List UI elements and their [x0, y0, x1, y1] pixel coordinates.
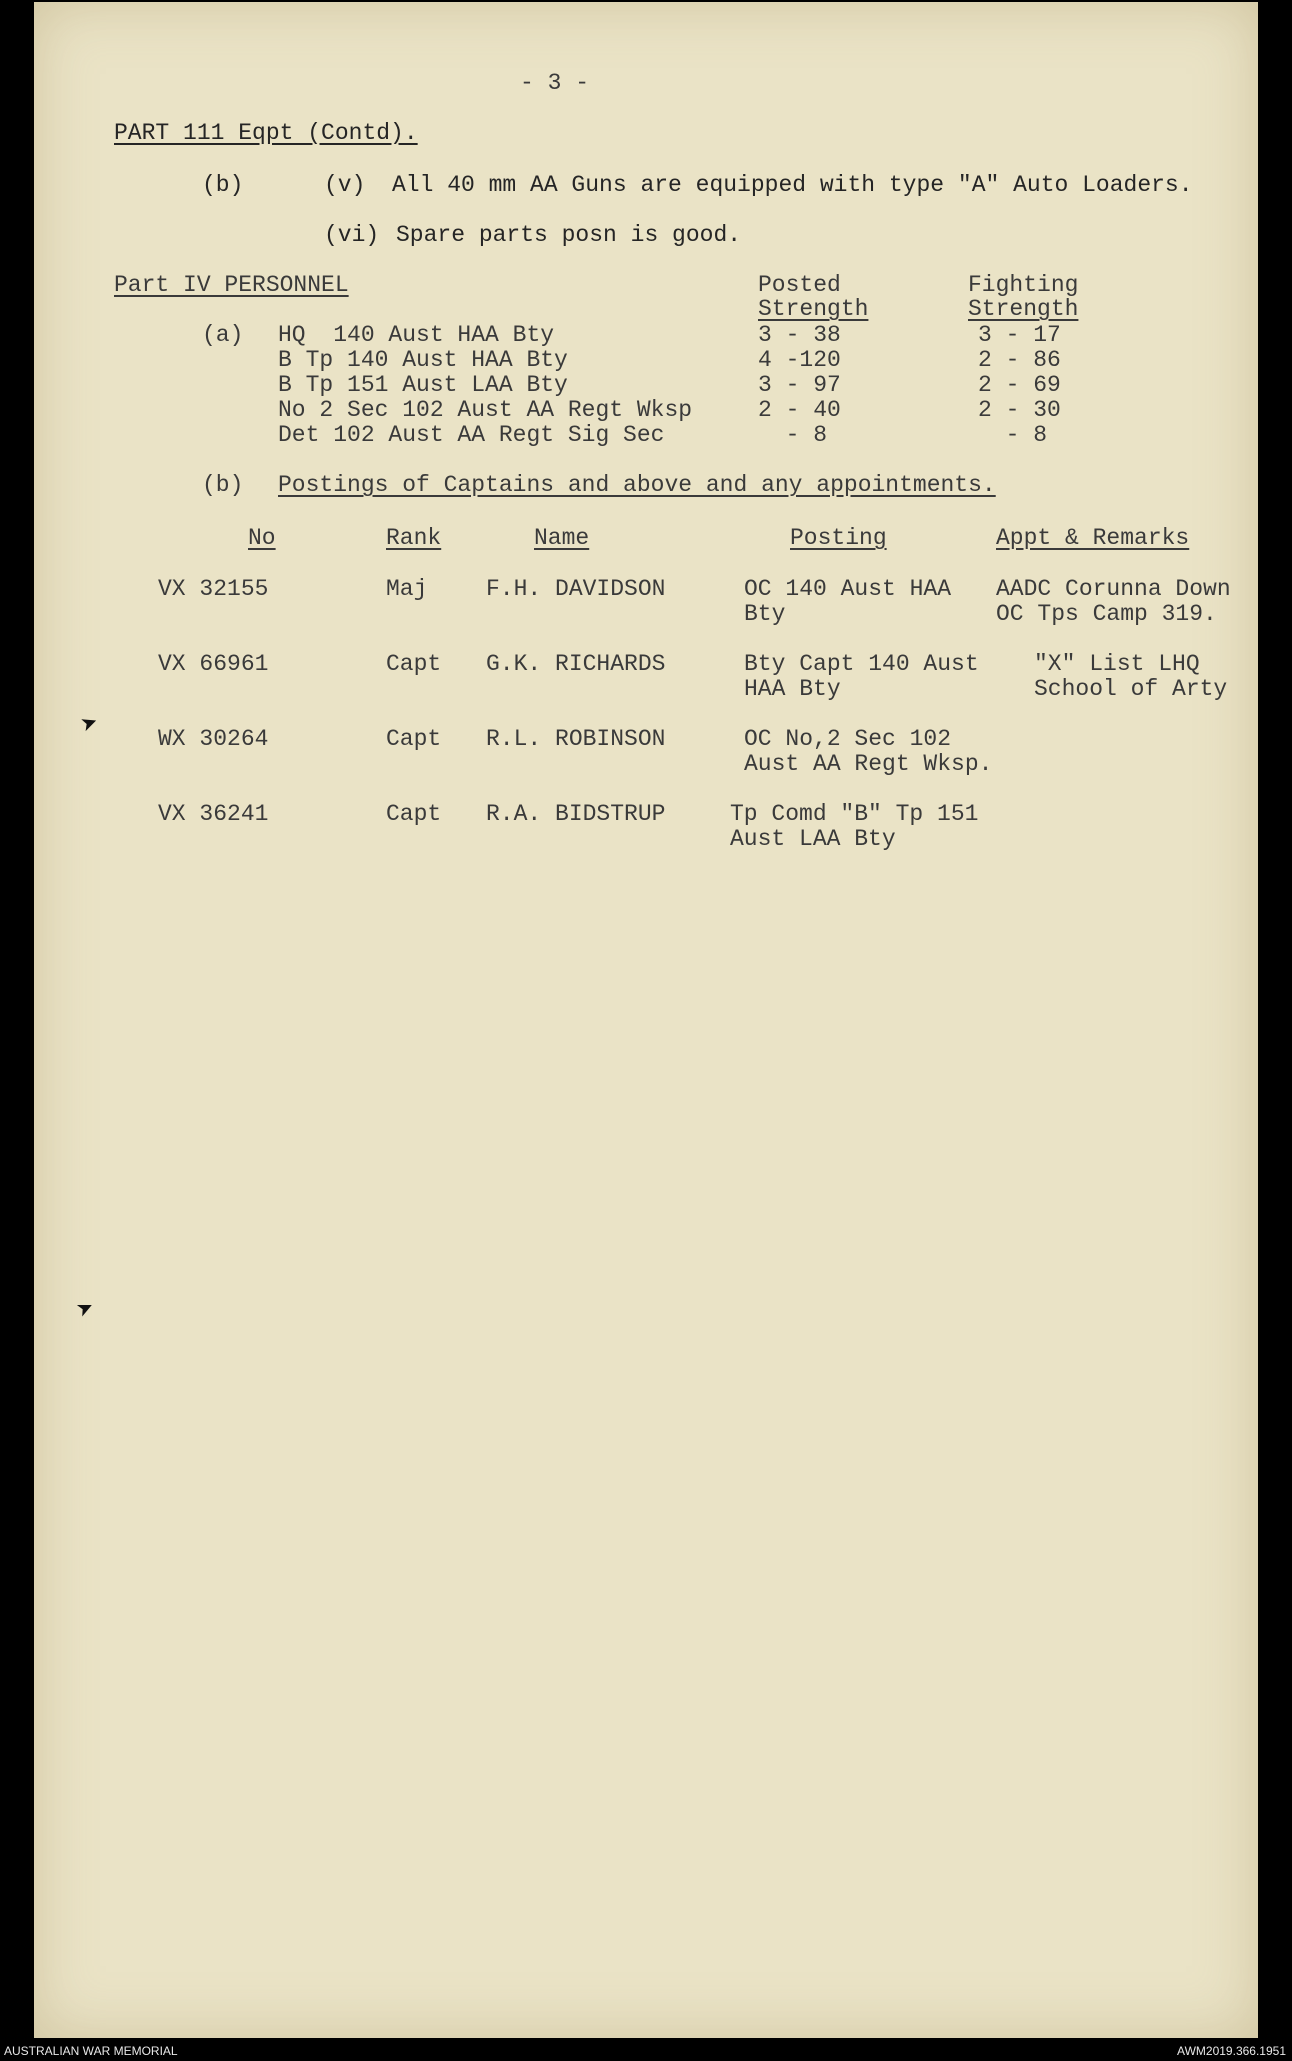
col-fighting-2: Strength	[968, 296, 1079, 322]
posting-no: VX 66961	[158, 651, 269, 677]
posting-line: Tp Comd "B" Tp 151	[730, 801, 979, 827]
posting-line: HAA Bty	[744, 676, 841, 702]
posting-no: WX 30264	[158, 726, 269, 752]
unit-fighting: 2 - 69	[978, 372, 1061, 398]
punch-mark-icon: ➤	[77, 708, 105, 744]
unit-fighting: 2 - 30	[978, 397, 1061, 423]
punch-mark-icon: ➤	[73, 1293, 102, 1329]
posting-name: R.L. ROBINSON	[486, 726, 666, 752]
posting-rank: Capt	[386, 801, 442, 827]
unit-posted: 3 - 38	[758, 322, 841, 348]
remarks-line: AADC Corunna Down	[996, 576, 1231, 602]
posting-line: OC 140 Aust HAA	[744, 576, 952, 602]
unit-name: No 2 Sec 102 Aust AA Regt Wksp	[278, 397, 693, 423]
page-number: - 3 -	[520, 70, 590, 96]
item-v-num: (v)	[324, 172, 366, 198]
unit-posted: 3 - 97	[758, 372, 841, 398]
unit-name: B Tp 151 Aust LAA Bty	[278, 372, 568, 398]
part4-b-label: (b)	[202, 472, 244, 498]
remarks-line: "X" List LHQ	[1034, 651, 1200, 677]
posting-line: Aust LAA Bty	[730, 826, 896, 852]
posting-name: F.H. DAVIDSON	[486, 576, 666, 602]
part4-a-label: (a)	[202, 322, 244, 348]
header-posting: Posting	[790, 525, 887, 551]
remarks-line: School of Arty	[1034, 676, 1228, 702]
unit-posted: 2 - 40	[758, 397, 841, 423]
part3-b-label: (b)	[202, 172, 244, 198]
unit-name: Det 102 Aust AA Regt Sig Sec	[278, 422, 665, 448]
posting-line: Bty Capt 140 Aust	[744, 651, 979, 677]
posting-no: VX 36241	[158, 801, 269, 827]
posting-rank: Maj	[386, 576, 428, 602]
remarks-line: OC Tps Camp 319.	[996, 601, 1217, 627]
unit-fighting: - 8	[978, 422, 1048, 448]
item-v-text: All 40 mm AA Guns are equipped with type "A" Auto Loaders.	[392, 172, 1193, 198]
posting-rank: Capt	[386, 726, 442, 752]
posting-line: Aust AA Regt Wksp.	[744, 751, 993, 777]
unit-name: HQ 140 Aust HAA Bty	[278, 322, 555, 348]
footer-left: AUSTRALIAN WAR MEMORIAL	[4, 2044, 178, 2058]
posting-name: G.K. RICHARDS	[486, 651, 666, 677]
unit-posted: - 8	[758, 422, 828, 448]
col-fighting-1: Fighting	[968, 272, 1079, 298]
document-page	[34, 2, 1258, 2038]
postings-intro: Postings of Captains and above and any appointments.	[278, 472, 996, 498]
posting-rank: Capt	[386, 651, 442, 677]
item-vi-num: (vi)	[324, 222, 380, 248]
posting-no: VX 32155	[158, 576, 269, 602]
header-no: No	[248, 525, 276, 551]
unit-name: B Tp 140 Aust HAA Bty	[278, 347, 568, 373]
unit-fighting: 3 - 17	[978, 322, 1061, 348]
unit-fighting: 2 - 86	[978, 347, 1061, 373]
unit-posted: 4 -120	[758, 347, 841, 373]
item-vi-text: Spare parts posn is good.	[396, 222, 742, 248]
header-remarks: Appt & Remarks	[996, 525, 1190, 551]
footer-right: AWM2019.366.1951	[1177, 2044, 1286, 2058]
col-posted-2: Strength	[758, 296, 869, 322]
header-name: Name	[534, 525, 590, 551]
part3-heading: PART 111 Eqpt (Contd).	[114, 120, 418, 146]
col-posted-1: Posted	[758, 272, 841, 298]
part4-heading: Part IV PERSONNEL	[114, 272, 349, 298]
posting-line: OC No,2 Sec 102	[744, 726, 952, 752]
posting-name: R.A. BIDSTRUP	[486, 801, 666, 827]
posting-line: Bty	[744, 601, 786, 627]
header-rank: Rank	[386, 525, 442, 551]
